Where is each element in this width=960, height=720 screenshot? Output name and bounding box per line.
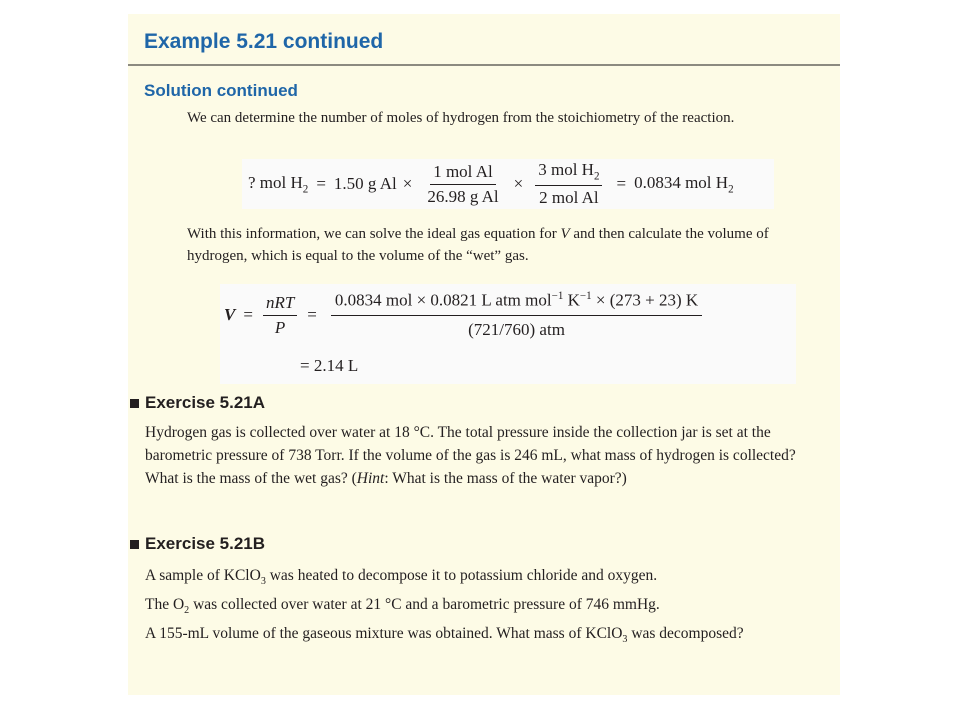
eq1-equals: = bbox=[316, 174, 326, 193]
eq1-fraction-1-num: 1 mol Al bbox=[430, 162, 496, 185]
exercise-a-text: Hydrogen gas is collected over water at 18 °C. The total pressure inside the collection jar is set at the barometric pressure of 738 Torr. If the volume of the gas is 246 mL, what mass of hydrogen is collected? What is the mass of the wet gas? (Hint: What is the mass of the water vapor?) bbox=[145, 424, 796, 487]
eq2-fraction-num: nRT bbox=[263, 293, 297, 316]
exercise-b-text bbox=[145, 564, 825, 651]
eq2-result: = 2.14 L bbox=[300, 356, 359, 375]
eq1-fraction-2-den: 2 mol Al bbox=[539, 187, 599, 207]
exercise-b-line-1: A sample of KClO$_3$ was heated to decompose it to potassium chloride and oxygen. bbox=[145, 567, 658, 588]
eq1-fraction-2-num: 3 mol $H_2$ bbox=[535, 160, 602, 185]
exercise-b-line-2: The $O_2$ was collected over water at 21 °C and a barometric pressure of 746 mmHg. bbox=[145, 596, 660, 617]
eq1-times-1: × bbox=[402, 174, 413, 193]
stoichiometry-equation bbox=[242, 159, 774, 209]
exercise-b-line-3: A 155-mL volume of the gaseous mixture was obtained. What mass of KClO$_3$ was decomposed? bbox=[145, 625, 744, 646]
eq1-result: 0.0834 mol $H_2$ bbox=[634, 172, 734, 196]
solution-paragraph-1: We can determine the number of moles of hydrogen from the stoichiometry of the reaction. bbox=[187, 110, 735, 126]
eq2-big-fraction bbox=[331, 290, 702, 340]
eq1-fraction-2 bbox=[535, 160, 602, 207]
eq2-equals-1: = bbox=[243, 305, 253, 324]
exercise-a-heading bbox=[130, 393, 265, 413]
eq1-equals-2: = bbox=[616, 174, 627, 193]
solution-paragraph-2: With this information, we can solve the ideal gas equation for V and then calculate the volume of hydrogen, which is equal to the volume of the “wet” gas. bbox=[187, 226, 769, 264]
eq2-big-den: (721/760) atm bbox=[468, 319, 565, 339]
eq2-equals-2: = bbox=[307, 305, 317, 324]
page-title: Example 5.21 continued bbox=[144, 30, 384, 53]
slide-page bbox=[128, 14, 840, 695]
ideal-gas-equation bbox=[220, 284, 796, 384]
eq2-lhs: V bbox=[224, 305, 236, 324]
exercise-b-heading bbox=[130, 534, 265, 554]
eq2-fraction-den: P bbox=[274, 317, 286, 337]
bullet-square-icon bbox=[130, 399, 139, 408]
eq1-fraction-1-den: 26.98 g Al bbox=[427, 186, 499, 206]
exercise-a-title: Exercise 5.21A bbox=[145, 393, 266, 412]
title-divider bbox=[128, 64, 840, 66]
exercise-b-title: Exercise 5.21B bbox=[145, 534, 266, 553]
eq1-lhs: ? mol $H_2$ bbox=[248, 172, 309, 196]
bullet-square-icon bbox=[130, 540, 139, 549]
eq2-fraction-nrt-p bbox=[263, 293, 297, 338]
eq2-big-num: 0.0834 mol × 0.0821 L atm mol$^{-1}$ $K^{-1} \times (273 + 23)$ K bbox=[331, 290, 702, 316]
eq1-mass-term: 1.50 g Al bbox=[333, 174, 397, 193]
section-heading: Solution continued bbox=[144, 81, 298, 100]
eq1-times-2: × bbox=[513, 174, 524, 193]
eq1-fraction-1 bbox=[424, 162, 501, 207]
